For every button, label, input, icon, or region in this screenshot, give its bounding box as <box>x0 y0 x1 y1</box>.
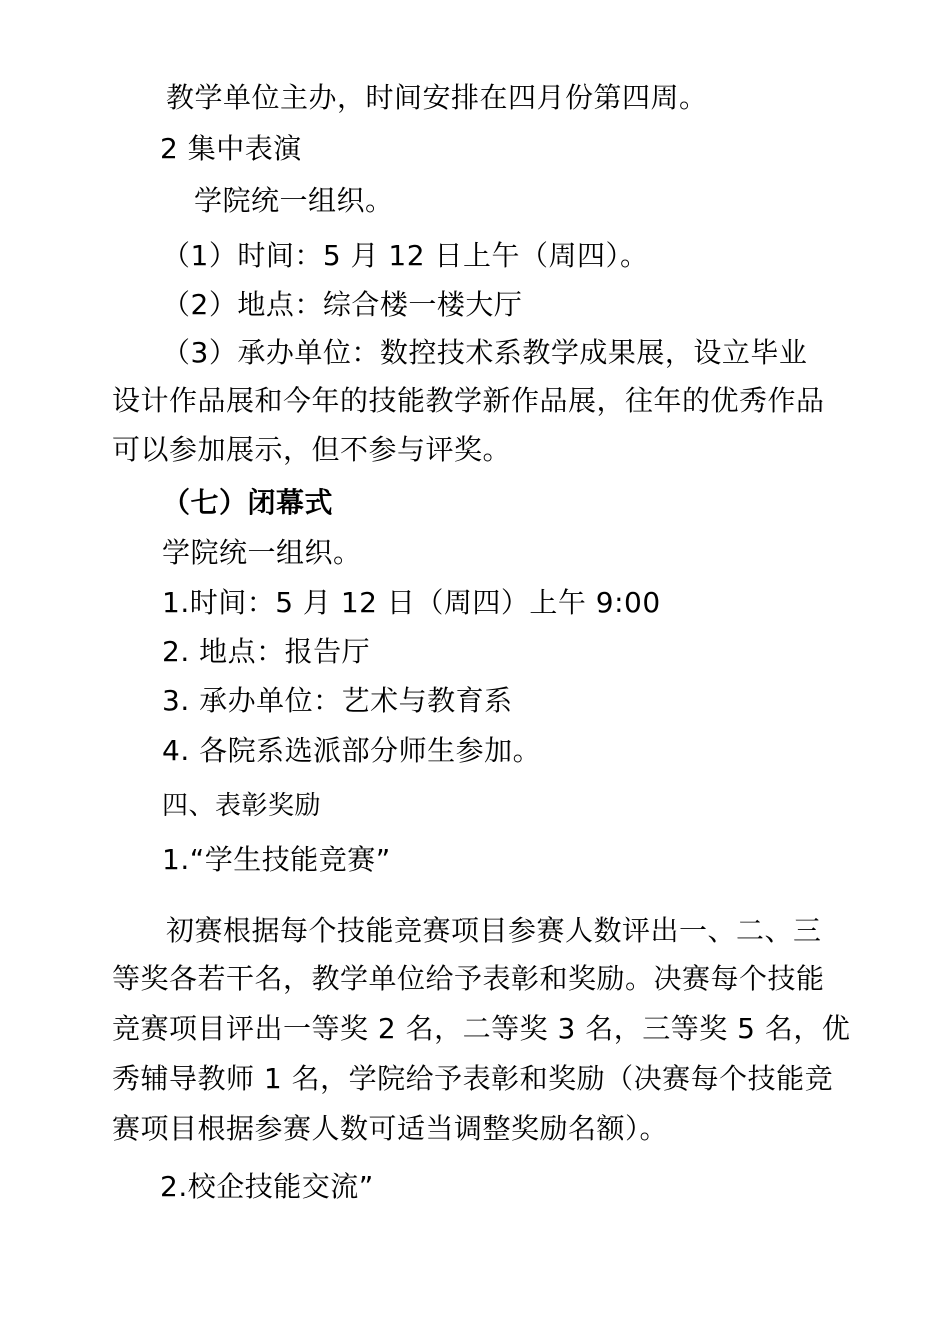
subsection-heading: 2 集中表演 <box>160 132 302 165</box>
body-paragraph-line: 秀辅导教师 1 名，学院给予表彰和奖励（决赛每个技能竞 <box>112 1062 834 1095</box>
body-paragraph-line: 赛项目根据参赛人数可适当调整奖励名额）。 <box>112 1112 669 1145</box>
list-item: 2. 地点：报告厅 <box>162 635 371 668</box>
subsection-heading: 1.“学生技能竞赛” <box>162 843 391 876</box>
body-paragraph-line: 初赛根据每个技能竞赛项目参赛人数评出一、二、三 <box>166 914 822 947</box>
body-paragraph-line: 设计作品展和今年的技能教学新作品展，往年的优秀作品 <box>112 384 825 417</box>
body-paragraph-line: 等奖各若干名，教学单位给予表彰和奖励。决赛每个技能 <box>112 962 825 995</box>
list-item: 1.时间：5 月 12 日（周四）上午 9:00 <box>162 586 661 619</box>
body-paragraph-line: 学院统一组织。 <box>194 184 394 217</box>
body-paragraph-line: 竞赛项目评出一等奖 2 名，二等奖 3 名，三等奖 5 名，优 <box>112 1012 851 1045</box>
list-item: （2）地点：综合楼一楼大厅 <box>162 288 523 321</box>
list-item: 3. 承办单位：艺术与教育系 <box>162 684 513 717</box>
section-heading: 四、表彰奖励 <box>162 791 322 821</box>
body-paragraph-line: 学院统一组织。 <box>162 536 362 569</box>
list-item: （3）承办单位：数控技术系教学成果展，设立毕业 <box>162 336 808 369</box>
list-item: （1）时间：5 月 12 日上午（周四）。 <box>162 239 649 272</box>
subsection-heading: 2.校企技能交流” <box>160 1170 374 1203</box>
list-item: 4. 各院系选派部分师生参加。 <box>162 734 542 767</box>
body-paragraph-line: 教学单位主办，时间安排在四月份第四周。 <box>166 81 708 114</box>
body-paragraph-line: 可以参加展示，但不参与评奖。 <box>112 433 512 466</box>
section-heading: （七）闭幕式 <box>162 486 334 519</box>
